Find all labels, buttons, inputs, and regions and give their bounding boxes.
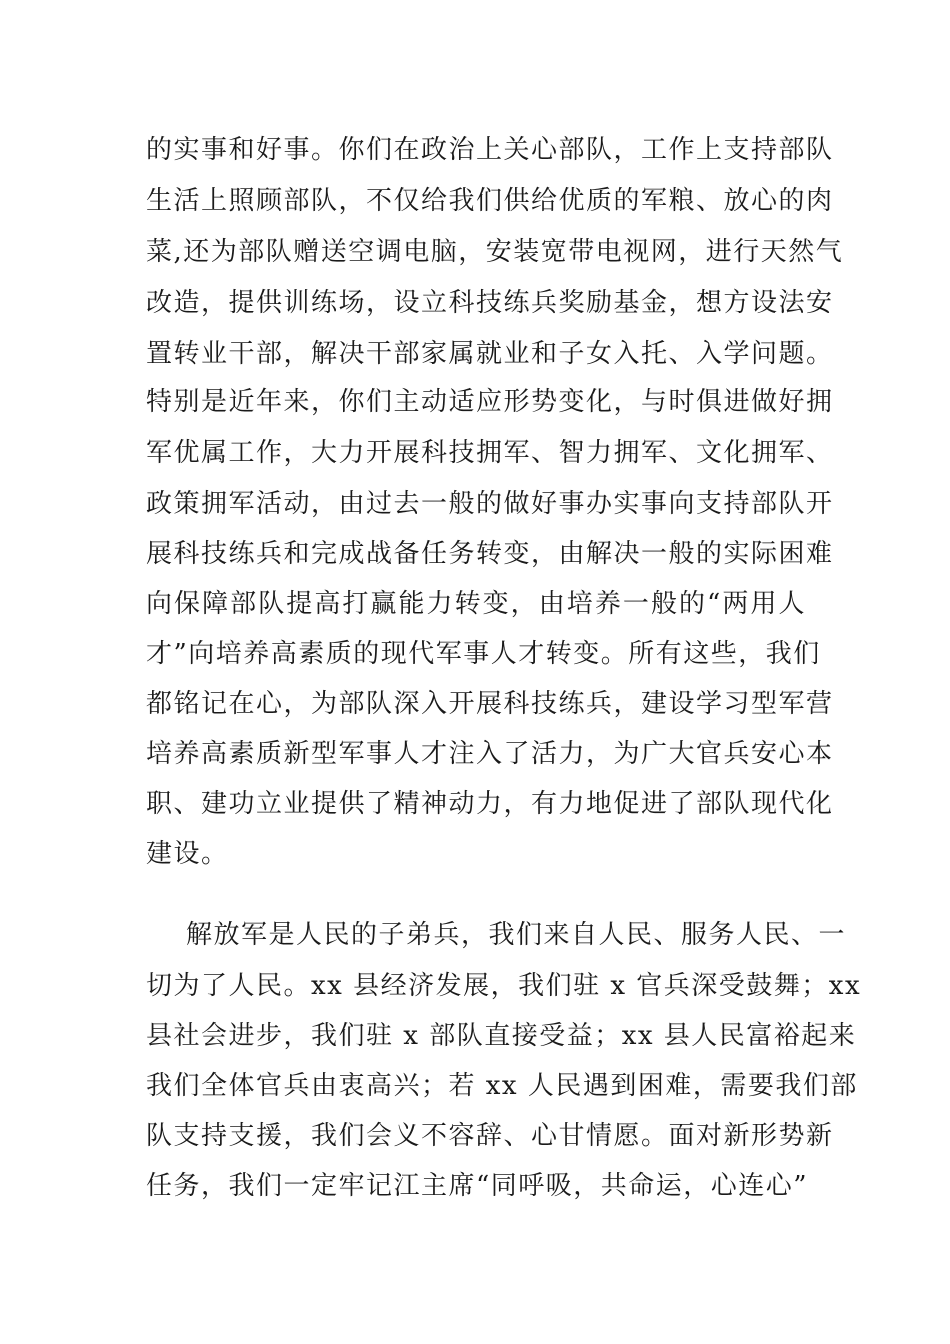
text-line: 职、建功立业提供了精神动力，有力地促进了部队现代化: [146, 789, 834, 819]
text-line: 置转业干部，解决干部家属就业和子女入托、入学问题。: [146, 339, 834, 369]
text-line: 展科技练兵和完成战备任务转变，由解决一般的实际困难: [146, 539, 834, 569]
text-line: 培养高素质新型军事人才注入了活力，为广大官兵安心本: [146, 739, 834, 769]
text-line: 县社会进步，我们驻 x 部队直接受益；xx 县人民富裕起来: [146, 1021, 857, 1051]
text-line: 任务，我们一定牢记江主席“同呼吸，共命运，心连心”: [146, 1171, 809, 1201]
text-line: 政策拥军活动，由过去一般的做好事办实事向支持部队开: [146, 489, 834, 519]
text-line: 菜,还为部队赠送空调电脑，安装宽带电视网，进行天然气: [146, 237, 844, 267]
text-line: 改造，提供训练场，设立科技练兵奖励基金，想方设法安: [146, 288, 834, 318]
text-line: 军优属工作，大力开展科技拥军、智力拥军、文化拥军、: [146, 438, 834, 468]
text-line: 特别是近年来，你们主动适应形势变化，与时俱进做好拥: [146, 387, 834, 417]
text-line: 的实事和好事。你们在政治上关心部队，工作上支持部队: [146, 135, 834, 165]
text-line: 解放军是人民的子弟兵，我们来自人民、服务人民、一: [186, 920, 847, 950]
text-line: 切为了人民。xx 县经济发展，我们驻 x 官兵深受鼓舞；xx: [146, 971, 862, 1001]
text-line: 才”向培养高素质的现代军事人才转变。所有这些，我们: [146, 639, 821, 669]
text-line: 队支持支援，我们会义不容辞、心甘情愿。面对新形势新: [146, 1121, 834, 1151]
text-line: 向保障部队提高打赢能力转变，由培养一般的“两用人: [146, 589, 806, 619]
text-line: 都铭记在心，为部队深入开展科技练兵，建设学习型军营: [146, 689, 834, 719]
text-line: 我们全体官兵由衷高兴；若 xx 人民遇到困难，需要我们部: [146, 1071, 858, 1101]
text-line: 生活上照顾部队，不仅给我们供给优质的军粮、放心的肉: [146, 186, 834, 216]
text-line: 建设。: [146, 839, 229, 869]
